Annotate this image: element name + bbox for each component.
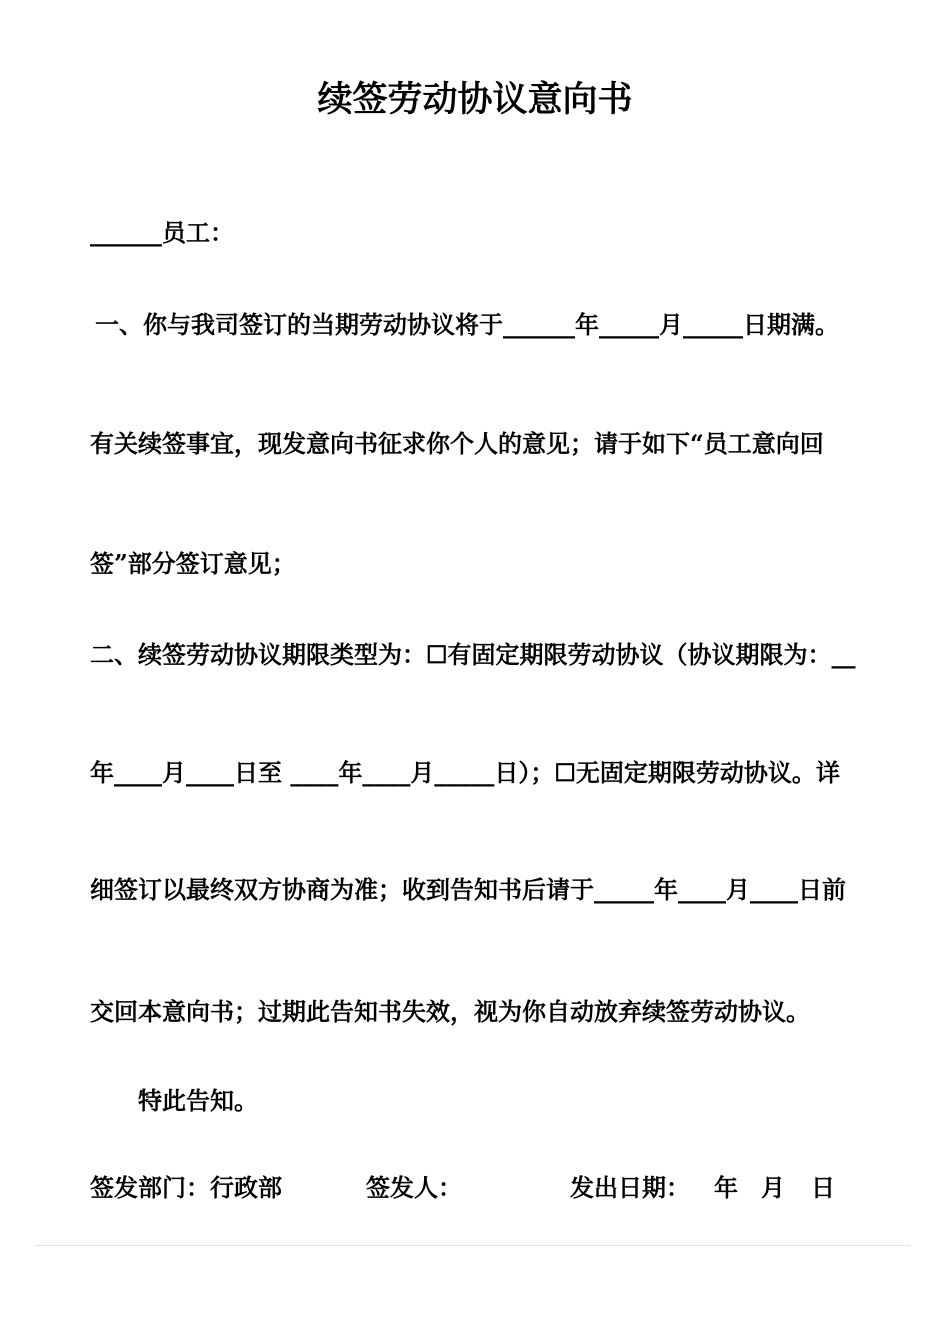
salutation: ______员工： xyxy=(90,218,234,247)
issue-date-label: 发出日期： xyxy=(570,1173,690,1202)
issuer-label: 签发人： xyxy=(366,1173,462,1202)
body-line-2: 有关续签事宜，现发意向书征求你个人的意见；请于如下“员工意向回 xyxy=(90,429,824,458)
body-line-3: 签”部分签订意见； xyxy=(90,549,296,578)
issue-date-month: 月 xyxy=(761,1173,785,1202)
document-title: 续签劳动协议意向书 xyxy=(317,79,633,120)
issuing-department: 签发部门：行政部 xyxy=(90,1173,282,1202)
closing-text: 特此告知。 xyxy=(138,1086,258,1115)
page-divider xyxy=(35,1245,910,1246)
issue-date-day: 日 xyxy=(811,1173,835,1202)
body-line-1: 一、你与我司签订的当期劳动协议将于______年_____月_____日期满。 xyxy=(95,310,839,339)
body-line-4: 二、续签劳动协议期限类型为：☐有固定期限劳动协议（协议期限为：__ xyxy=(90,640,856,669)
issue-date-year: 年 xyxy=(714,1173,738,1202)
body-line-5: 年____月____日至 ____年____月_____日）；☐无固定期限劳动协议。详 xyxy=(90,758,840,787)
body-line-6: 细签订以最终双方协商为准；收到告知书后请于_____年____月____日前 xyxy=(90,875,846,904)
body-line-7: 交回本意向书；过期此告知书失效，视为你自动放弃续签劳动协议。 xyxy=(90,997,810,1026)
